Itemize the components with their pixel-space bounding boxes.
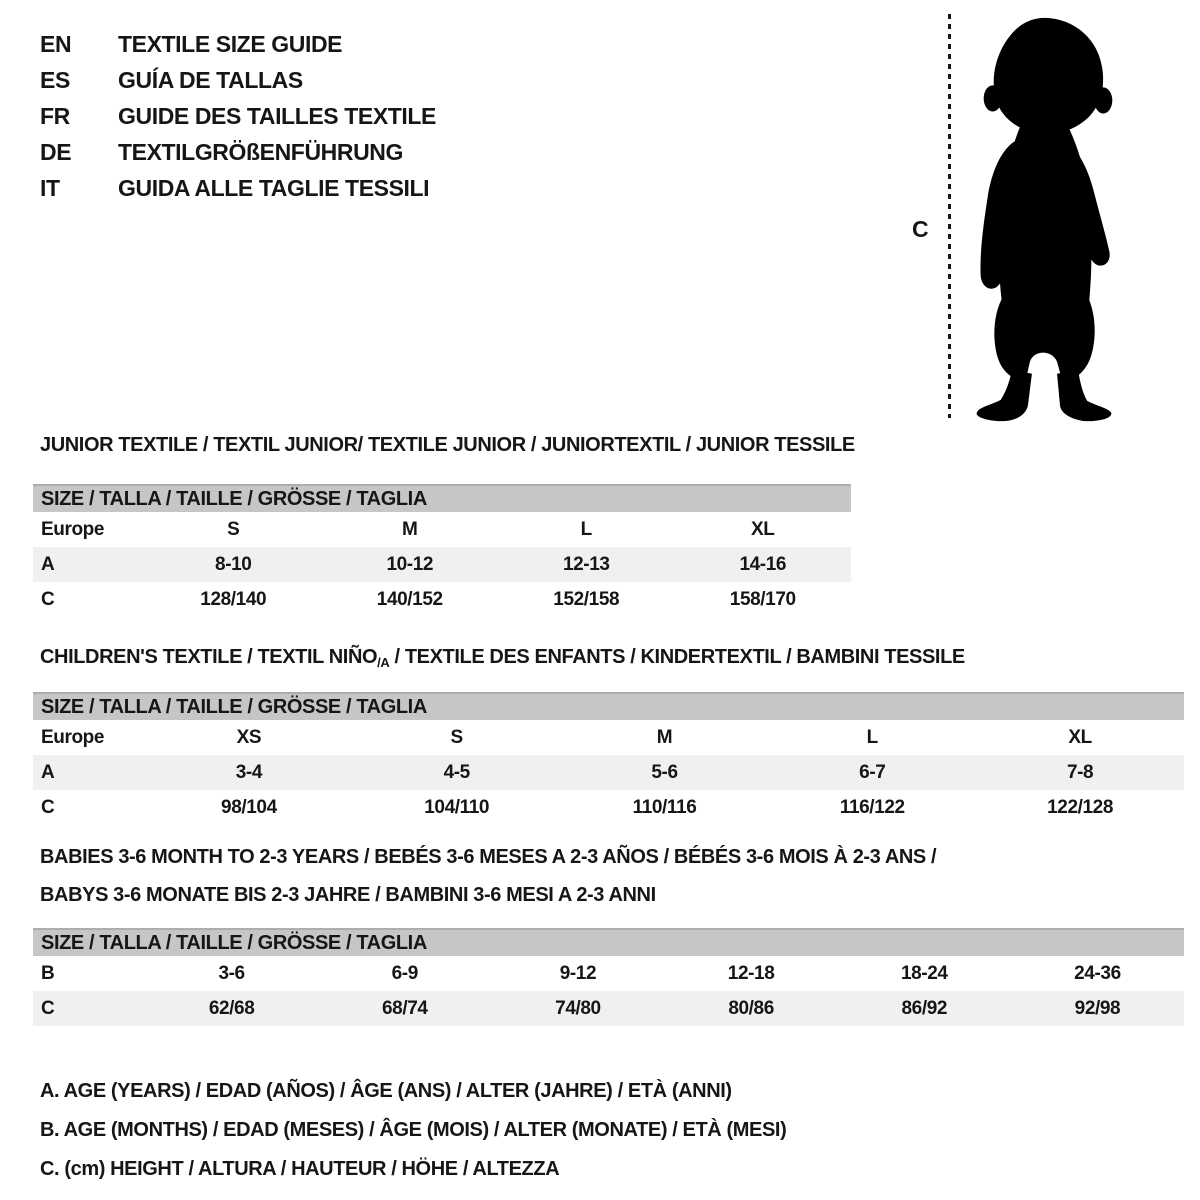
lang-code: DE <box>40 138 72 165</box>
guide-title-de: TEXTILGRÖßENFÜHRUNG <box>118 138 403 165</box>
table-row-europe <box>33 512 851 547</box>
size-cell: M <box>402 518 418 540</box>
size-cell: L <box>866 726 878 748</box>
lang-row-en <box>40 26 436 62</box>
lang-row-it <box>40 170 436 206</box>
table-row-age-months <box>33 956 1184 991</box>
lang-row-es <box>40 62 436 98</box>
value-cell: 158/170 <box>729 588 796 610</box>
value-cell: 62/68 <box>208 997 255 1019</box>
junior-section-title: JUNIOR TEXTILE / TEXTIL JUNIOR/ TEXTILE JUNIOR / JUNIORTEXTIL / JUNIOR TESSILE <box>40 434 855 456</box>
value-cell: 92/98 <box>1074 997 1121 1019</box>
table-row-height <box>33 582 851 617</box>
value-cell: 18-24 <box>900 962 948 984</box>
size-cell: XL <box>1068 726 1092 748</box>
children-section-title <box>40 646 965 670</box>
lang-code: ES <box>40 66 70 93</box>
value-cell: 7-8 <box>1066 761 1094 783</box>
value-cell: 122/128 <box>1047 796 1114 818</box>
language-title-list <box>40 26 436 206</box>
guide-title-it: GUIDA ALLE TAGLIE TESSILI <box>118 174 430 201</box>
value-cell: 68/74 <box>381 997 428 1019</box>
value-cell: 140/152 <box>376 588 443 610</box>
value-cell: 6-9 <box>391 962 418 984</box>
size-header-bar: SIZE / TALLA / TAILLE / GRÖSSE / TAGLIA <box>33 484 851 512</box>
babies-section-title-line2: BABYS 3-6 MONATE BIS 2-3 JAHRE / BAMBINI 3-6 MESI A 2-3 ANNI <box>40 884 656 906</box>
table-row-height <box>33 790 1184 825</box>
babies-size-table <box>33 928 1184 1026</box>
children-size-table <box>33 692 1184 825</box>
value-cell: 3-6 <box>218 962 245 984</box>
lang-row-de <box>40 134 436 170</box>
table-row-height <box>33 991 1184 1026</box>
table-row-age <box>33 755 1184 790</box>
junior-size-table <box>33 484 851 617</box>
lang-row-fr <box>40 98 436 134</box>
value-cell: 104/110 <box>424 796 490 818</box>
value-cell: 24-36 <box>1074 962 1121 984</box>
table-row-age <box>33 547 851 582</box>
children-title-post: / TEXTILE DES ENFANTS / KINDERTEXTIL / BAMBINI TESSILE <box>389 646 965 668</box>
value-cell: 80/86 <box>728 997 774 1019</box>
children-title-pre: CHILDREN'S TEXTILE / TEXTIL NIÑO <box>40 646 378 668</box>
lang-code: IT <box>40 174 60 201</box>
lang-code: EN <box>40 30 72 57</box>
size-cell: XL <box>751 518 775 540</box>
value-cell: 12-13 <box>562 553 610 575</box>
height-measure-dashed-line <box>948 14 951 418</box>
size-header-bar: SIZE / TALLA / TAILLE / GRÖSSE / TAGLIA <box>33 692 1184 720</box>
value-cell: 74/80 <box>555 997 601 1019</box>
value-cell: 86/92 <box>901 997 948 1019</box>
guide-title-en: TEXTILE SIZE GUIDE <box>118 30 343 57</box>
size-cell: S <box>450 726 463 748</box>
toddler-silhouette-icon <box>960 12 1144 424</box>
value-cell: 14-16 <box>739 553 787 575</box>
height-measure-label: C <box>912 216 929 242</box>
value-cell: 10-12 <box>386 553 434 575</box>
value-cell: 5-6 <box>651 761 678 783</box>
size-cell: S <box>227 518 240 540</box>
value-cell: 6-7 <box>859 761 886 783</box>
value-cell: 4-5 <box>443 761 470 783</box>
row-label: Europe <box>41 518 105 540</box>
guide-title-fr: GUIDE DES TAILLES TEXTILE <box>118 102 436 129</box>
value-cell: 128/140 <box>200 588 267 610</box>
babies-section-title-line1: BABIES 3-6 MONTH TO 2-3 YEARS / BEBÉS 3-6 MESES A 2-3 AÑOS / BÉBÉS 3-6 MOIS À 2-3 ANS / <box>40 846 937 868</box>
row-label: C <box>41 997 55 1019</box>
value-cell: 110/116 <box>632 796 697 818</box>
value-cell: 98/104 <box>221 796 277 818</box>
guide-title-es: GUÍA DE TALLAS <box>118 66 303 93</box>
size-header-bar: SIZE / TALLA / TAILLE / GRÖSSE / TAGLIA <box>33 928 1184 956</box>
value-cell: 8-10 <box>215 553 252 575</box>
row-label: C <box>41 796 55 818</box>
size-cell: M <box>656 726 673 748</box>
legend-item-c: C. (cm) HEIGHT / ALTURA / HAUTEUR / HÖHE / ALTEZZA <box>40 1158 560 1180</box>
value-cell: 116/122 <box>839 796 905 818</box>
row-label: A <box>41 761 55 783</box>
legend-item-a: A. AGE (YEARS) / EDAD (AÑOS) / ÂGE (ANS) / ALTER (JAHRE) / ETÀ (ANNI) <box>40 1080 732 1102</box>
table-row-europe <box>33 720 1184 755</box>
row-label: C <box>41 588 55 610</box>
size-cell: L <box>580 518 592 540</box>
legend-item-b: B. AGE (MONTHS) / EDAD (MESES) / ÂGE (MOIS) / ALTER (MONATE) / ETÀ (MESI) <box>40 1119 787 1141</box>
lang-code: FR <box>40 102 70 129</box>
measurement-legend <box>40 1072 786 1189</box>
row-label: A <box>41 553 55 575</box>
row-label: Europe <box>41 726 105 748</box>
value-cell: 152/158 <box>553 588 620 610</box>
value-cell: 3-4 <box>235 761 263 783</box>
size-cell: XS <box>236 726 262 748</box>
row-label: B <box>41 962 55 984</box>
children-title-sub: /A <box>377 655 390 670</box>
value-cell: 12-18 <box>727 962 775 984</box>
value-cell: 9-12 <box>559 962 597 984</box>
